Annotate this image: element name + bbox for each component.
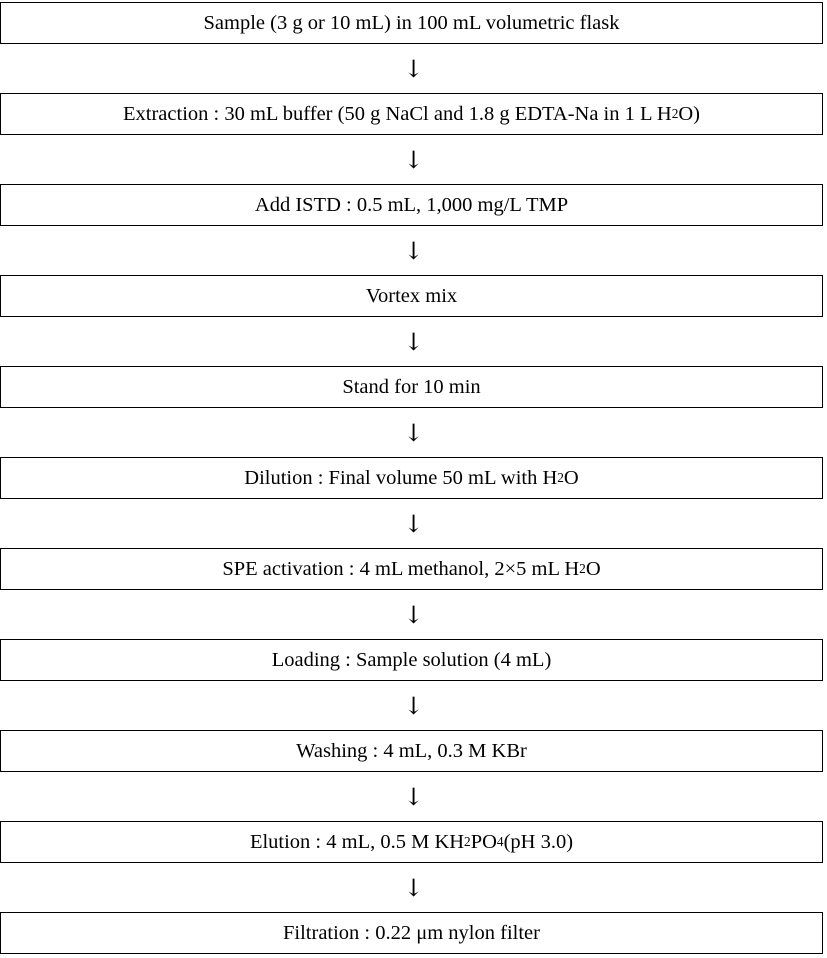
step-vortex-mix: Vortex mix [0,275,823,317]
step-extraction: Extraction : 30 mL buffer (50 g NaCl and 1.8 g EDTA-Na in 1 L H 2 O) [0,93,823,135]
step-washing: Washing : 4 mL, 0.3 M KBr [0,730,823,772]
step-add-istd: Add ISTD : 0.5 mL, 1,000 mg/L TMP [0,184,823,226]
down-arrow-icon: ↓ [403,327,424,356]
down-arrow-icon: ↓ [403,600,424,629]
down-arrow-icon: ↓ [403,691,424,720]
step-loading: Loading : Sample solution (4 mL) [0,639,823,681]
down-arrow-icon: ↓ [403,418,424,447]
down-arrow-icon: ↓ [403,54,424,83]
down-arrow-icon: ↓ [403,145,424,174]
down-arrow-icon: ↓ [403,782,424,811]
down-arrow-icon: ↓ [403,236,424,265]
down-arrow-icon: ↓ [403,873,424,902]
step-dilution: Dilution : Final volume 50 mL with H 2 O [0,457,823,499]
step-stand: Stand for 10 min [0,366,823,408]
step-filtration: Filtration : 0.22 μm nylon filter [0,912,823,954]
step-spe-activation: SPE activation : 4 mL methanol, 2×5 mL H 2 O [0,548,823,590]
down-arrow-icon: ↓ [403,509,424,538]
step-elution: Elution : 4 mL, 0.5 M KH 2 PO 4 (pH 3.0) [0,821,823,863]
step-sample: Sample (3 g or 10 mL) in 100 mL volumetric flask [0,2,823,44]
